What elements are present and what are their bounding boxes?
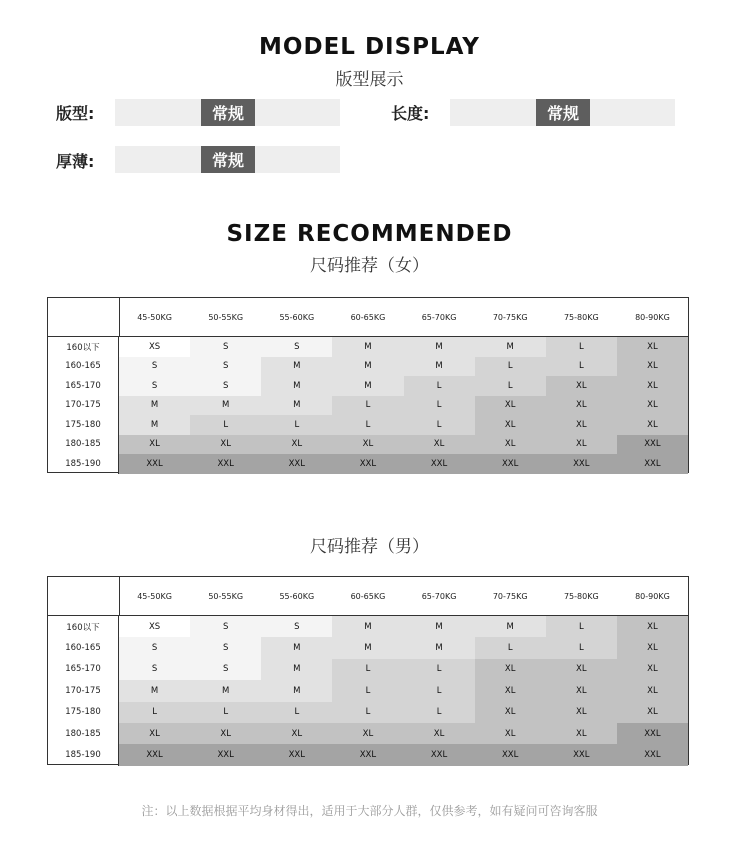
spec-bar-length <box>450 99 675 126</box>
weight-column-header: 50-55KG <box>208 591 244 601</box>
weight-column-header: 75-80KG <box>563 591 599 601</box>
size-cell: S <box>190 616 261 637</box>
size-cell: L <box>119 702 190 723</box>
size-cell: L <box>190 702 261 723</box>
height-row-label: 160-165 <box>48 637 119 658</box>
height-row-label: 175-180 <box>48 702 119 723</box>
size-cell: M <box>404 637 475 658</box>
model-display-title: MODEL DISPLAY <box>259 34 480 60</box>
size-cell: XL <box>475 723 546 744</box>
size-cell: M <box>119 680 190 701</box>
size-cell: XXL <box>404 454 475 474</box>
size-cell: XL <box>332 435 403 455</box>
size-cell: XL <box>617 376 688 396</box>
weight-column-header: 60-65KG <box>350 591 386 601</box>
size-table-header <box>48 577 688 616</box>
size-cell: XL <box>475 702 546 723</box>
size-cell: XL <box>546 680 617 701</box>
size-cell: XL <box>119 435 190 455</box>
spec-value-fit: 常规 <box>201 99 255 126</box>
size-cell: XL <box>261 435 332 455</box>
size-cell: L <box>475 376 546 396</box>
size-cell: XL <box>617 616 688 637</box>
size-cell: XXL <box>261 454 332 474</box>
size-cell: XL <box>617 415 688 435</box>
size-cell: M <box>261 396 332 416</box>
size-cell: M <box>332 376 403 396</box>
size-cell: XL <box>261 723 332 744</box>
size-cell: XXL <box>475 454 546 474</box>
male-size-heading: 尺码推荐（男） <box>310 537 429 557</box>
size-cell: XS <box>119 337 190 357</box>
size-cell: S <box>119 659 190 680</box>
size-cell: M <box>332 337 403 357</box>
size-cell: L <box>332 396 403 416</box>
size-cell: XL <box>617 702 688 723</box>
size-cell: M <box>404 616 475 637</box>
size-cell: XL <box>546 435 617 455</box>
height-row-label: 170-175 <box>48 680 119 701</box>
size-cell: XL <box>617 357 688 377</box>
size-cell: M <box>475 616 546 637</box>
size-cell: M <box>261 357 332 377</box>
size-cell: XL <box>332 723 403 744</box>
spec-label-fit: 版型: <box>56 104 95 123</box>
weight-column-header: 70-75KG <box>492 312 528 322</box>
size-cell: XXL <box>475 744 546 765</box>
size-cell: XL <box>617 637 688 658</box>
size-cell: XXL <box>119 454 190 474</box>
size-cell: M <box>261 680 332 701</box>
size-table-corner <box>48 298 120 336</box>
size-cell: XXL <box>546 744 617 765</box>
size-cell: L <box>261 702 332 723</box>
size-cell: XXL <box>332 744 403 765</box>
size-cell: L <box>546 616 617 637</box>
size-cell: XL <box>546 702 617 723</box>
size-cell: XL <box>546 396 617 416</box>
size-recommended-title: SIZE RECOMMENDED <box>226 221 513 247</box>
size-cell: L <box>475 637 546 658</box>
size-cell: XS <box>119 616 190 637</box>
weight-column-header: 80-90KG <box>635 591 670 601</box>
female-size-heading: 尺码推荐（女） <box>310 256 429 276</box>
size-cell: L <box>404 659 475 680</box>
size-cell: L <box>404 415 475 435</box>
size-cell: L <box>404 376 475 396</box>
size-cell: XL <box>546 376 617 396</box>
height-row-label: 180-185 <box>48 723 119 744</box>
size-cell: L <box>261 415 332 435</box>
spec-value-length: 常规 <box>536 99 590 126</box>
size-cell: M <box>332 637 403 658</box>
height-row-label: 160以下 <box>48 616 119 637</box>
size-cell: L <box>546 637 617 658</box>
size-cell: XXL <box>617 454 688 474</box>
size-cell: XXL <box>617 723 688 744</box>
size-cell: XL <box>546 659 617 680</box>
height-row-label: 160以下 <box>48 337 119 357</box>
size-cell: S <box>190 376 261 396</box>
size-cell: S <box>119 637 190 658</box>
size-cell: S <box>190 337 261 357</box>
size-cell: M <box>119 396 190 416</box>
size-cell: XL <box>475 396 546 416</box>
size-cell: XL <box>617 337 688 357</box>
size-cell: XL <box>475 680 546 701</box>
weight-column-header: 75-80KG <box>563 312 599 322</box>
size-cell: XL <box>617 680 688 701</box>
height-row-label: 180-185 <box>48 435 119 455</box>
spec-bar-fit <box>115 99 340 126</box>
size-cell: L <box>404 680 475 701</box>
size-cell: XXL <box>404 744 475 765</box>
spec-label-thickness: 厚薄: <box>56 152 95 171</box>
size-cell: XXL <box>190 454 261 474</box>
size-cell: XL <box>475 435 546 455</box>
size-table-header <box>48 298 688 337</box>
weight-column-header: 60-65KG <box>350 312 386 322</box>
size-cell: S <box>119 376 190 396</box>
spec-bar-thickness <box>115 146 340 173</box>
size-cell: M <box>190 396 261 416</box>
weight-column-header: 80-90KG <box>635 312 670 322</box>
size-cell: L <box>190 415 261 435</box>
spec-label-length: 长度: <box>391 104 430 123</box>
size-cell: S <box>119 357 190 377</box>
size-cell: M <box>404 337 475 357</box>
size-cell: L <box>546 337 617 357</box>
size-cell: XL <box>546 415 617 435</box>
size-cell: XXL <box>119 744 190 765</box>
size-cell: S <box>261 616 332 637</box>
size-cell: XL <box>190 723 261 744</box>
weight-column-header: 55-60KG <box>279 591 315 601</box>
footnote: 注：以上数据根据平均身材得出，适用于大部分人群，仅供参考，如有疑问可咨询客服 <box>141 804 598 818</box>
size-cell: S <box>261 337 332 357</box>
size-cell: M <box>332 616 403 637</box>
size-cell: XL <box>475 659 546 680</box>
size-cell: XXL <box>190 744 261 765</box>
weight-column-header: 65-70KG <box>421 312 457 322</box>
height-row-label: 170-175 <box>48 396 119 416</box>
size-cell: XXL <box>546 454 617 474</box>
size-table-corner <box>48 577 120 615</box>
size-cell: M <box>475 337 546 357</box>
size-cell: L <box>546 357 617 377</box>
size-cell: L <box>404 396 475 416</box>
size-cell: XL <box>404 723 475 744</box>
spec-value-thickness: 常规 <box>201 146 255 173</box>
size-cell: XL <box>617 659 688 680</box>
model-display-subtitle: 版型展示 <box>335 70 404 90</box>
size-cell: XL <box>190 435 261 455</box>
weight-column-header: 50-55KG <box>208 312 244 322</box>
weight-column-header: 55-60KG <box>279 312 315 322</box>
height-row-label: 165-170 <box>48 376 119 396</box>
size-cell: L <box>404 702 475 723</box>
size-cell: M <box>119 415 190 435</box>
size-cell: XL <box>404 435 475 455</box>
size-cell: M <box>190 680 261 701</box>
size-cell: S <box>190 357 261 377</box>
height-row-label: 175-180 <box>48 415 119 435</box>
weight-column-header: 45-50KG <box>137 312 172 322</box>
size-cell: M <box>261 376 332 396</box>
size-cell: XL <box>475 415 546 435</box>
height-row-label: 185-190 <box>48 744 119 765</box>
female-size-table <box>47 297 689 473</box>
height-row-label: 165-170 <box>48 659 119 680</box>
size-cell: XL <box>546 723 617 744</box>
male-size-table <box>47 576 689 765</box>
size-cell: M <box>332 357 403 377</box>
size-cell: L <box>475 357 546 377</box>
size-cell: XXL <box>261 744 332 765</box>
size-cell: S <box>190 659 261 680</box>
height-row-label: 185-190 <box>48 454 119 474</box>
weight-column-header: 65-70KG <box>421 591 457 601</box>
size-cell: L <box>332 415 403 435</box>
size-cell: L <box>332 659 403 680</box>
size-cell: XL <box>617 396 688 416</box>
size-cell: XL <box>119 723 190 744</box>
size-cell: L <box>332 680 403 701</box>
size-cell: M <box>404 357 475 377</box>
height-row-label: 160-165 <box>48 357 119 377</box>
weight-column-header: 70-75KG <box>492 591 528 601</box>
size-cell: M <box>261 659 332 680</box>
size-cell: XXL <box>617 744 688 765</box>
size-cell: M <box>261 637 332 658</box>
size-cell: XXL <box>332 454 403 474</box>
size-cell: XXL <box>617 435 688 455</box>
size-cell: S <box>190 637 261 658</box>
weight-column-header: 45-50KG <box>137 591 172 601</box>
size-cell: L <box>332 702 403 723</box>
